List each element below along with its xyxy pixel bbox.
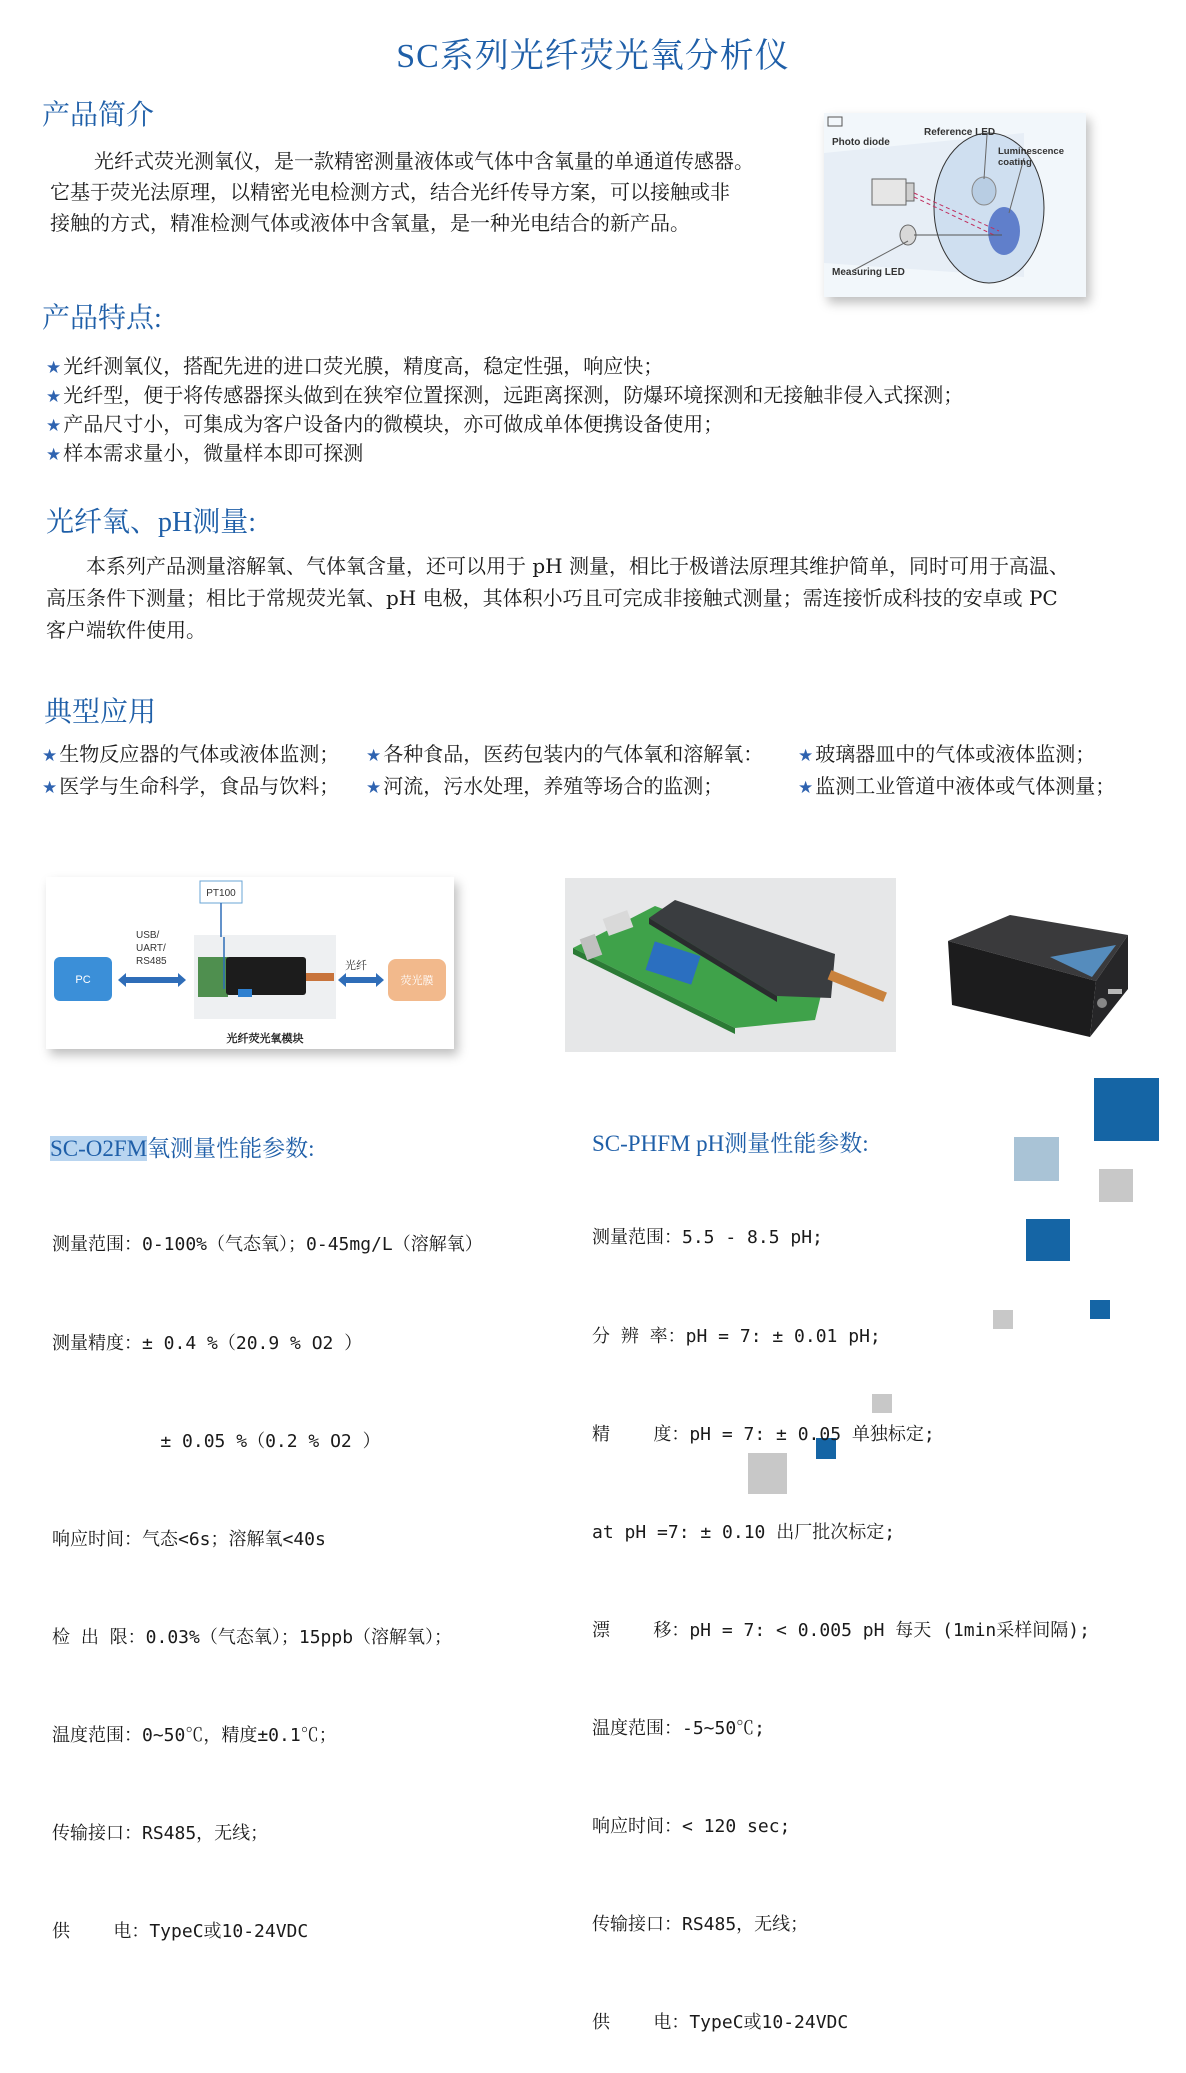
spec-line: 传输接口：RS485，无线；	[52, 1823, 269, 1845]
spec-line: 供 电：TypeC或10-24VDC	[52, 1921, 309, 1943]
list-item: ★ 产品尺寸小，可集成为客户设备内的微模块，亦可做成单体便携设备使用；	[46, 412, 724, 436]
spec-line: 响应时间：气态<6s；溶解氧<40s	[52, 1528, 326, 1550]
star-icon: ★	[46, 387, 62, 407]
applications-heading: 典型应用	[44, 697, 157, 728]
spec-line: 测量精度：± 0.4 %（20.9 % O2 ）	[52, 1332, 363, 1354]
spec-line: 供 电：TypeC或10-24VDC	[592, 2012, 849, 2034]
decor-square	[1094, 1078, 1159, 1141]
intro-line: 光纤式荧光测氧仪，是一款精密测量液体或气体中含氧量的单通道传感器。	[94, 149, 754, 173]
o2-spec-title: SC-O2FM氧测量性能参数:	[50, 1136, 315, 1161]
reference-led-label: Reference LED	[924, 127, 996, 138]
decor-square	[1099, 1169, 1133, 1202]
star-icon: ★	[798, 746, 814, 766]
star-icon: ★	[42, 778, 58, 798]
list-item: ★ 光纤测氧仪，搭配先进的进口荧光膜，精度高，稳定性强，响应快；	[46, 354, 664, 378]
spec-line: 检 出 限：0.03%（气态氧）；15ppb（溶解氧）；	[52, 1626, 453, 1648]
sensor-diagram-svg	[824, 113, 1086, 297]
pcb-module-svg	[565, 878, 896, 1052]
applications-row-1: ★ 玻璃器皿中的气体或液体监测；	[798, 742, 1096, 766]
spec-line: ± 0.05 %（0.2 % O2 ）	[52, 1430, 381, 1452]
star-icon: ★	[42, 746, 58, 766]
ph-line: 客户端软件使用。	[46, 618, 206, 642]
film-label: 荧光膜	[400, 975, 434, 987]
star-icon: ★	[798, 778, 814, 798]
photo-diode-label: Photo diode	[832, 137, 890, 148]
star-icon: ★	[46, 358, 62, 378]
intro-paragraph	[50, 146, 810, 239]
ph-spec-list	[592, 1157, 1090, 2073]
ph-line: 本系列产品测量溶解氧、气体氧含量，还可以用于 pH 测量，相比于极谱法原理其维护简单，同时可用于高温、	[86, 554, 1069, 578]
sensor-principle-diagram	[824, 113, 1086, 297]
o2-spec-list	[52, 1164, 483, 1982]
star-icon: ★	[46, 416, 62, 436]
spec-line: 测量范围：0-100%（气态氧）；0-45mg/L（溶解氧）	[52, 1234, 483, 1256]
module-caption: 光纤荧光氧模块	[226, 1033, 304, 1045]
star-icon: ★	[366, 778, 382, 798]
spec-line: 精 度：pH = 7: ± 0.05 单独标定;	[592, 1423, 935, 1445]
ph-paragraph	[46, 550, 1146, 646]
spec-line: 测量范围：5.5 - 8.5 pH;	[592, 1227, 823, 1249]
enclosure-photo	[940, 905, 1146, 1045]
pc-label: PC	[75, 974, 91, 986]
list-item: ★ 光纤型，便于将传感器探头做到在狭窄位置探测，远距离探测，防爆环境探测和无接触非侵入式探测；	[46, 383, 964, 407]
spec-line: 漂 移：pH = 7: < 0.005 pH 每天 (1min采样间隔);	[592, 1619, 1090, 1641]
usb-label: USB/	[136, 930, 160, 941]
list-item: ★ 样本需求量小，微量样本即可探测	[46, 441, 364, 465]
ph-heading: 光纤氧、pH测量:	[46, 507, 257, 538]
pcb-module-photo	[565, 878, 896, 1052]
o2-model-label: SC-O2FM	[50, 1136, 148, 1161]
spec-line: 响应时间：< 120 sec;	[592, 1816, 791, 1838]
applications-row-2: ★ 医学与生命科学，食品与饮料；	[42, 774, 340, 798]
applications-row-1: ★ 生物反应器的气体或液体监测；	[42, 742, 340, 766]
intro-line: 它基于荧光法原理，以精密光电检测方式，结合光纤传导方案，可以接触或非	[50, 180, 730, 204]
measuring-led-label: Measuring LED	[832, 267, 905, 278]
star-icon: ★	[46, 445, 62, 465]
spec-line: at pH =7: ± 0.10 出厂批次标定;	[592, 1521, 896, 1543]
features-list	[46, 353, 963, 469]
applications-row-1: ★ 各种食品，医药包装内的气体氧和溶解氧：	[366, 742, 764, 766]
page-title: SC系列光纤荧光氧分析仪	[396, 38, 790, 75]
fiber-label: 光纤	[345, 960, 367, 972]
spec-line: 传输接口：RS485，无线；	[592, 1914, 809, 1936]
luminescence-label: Luminescence	[998, 146, 1064, 157]
enclosure-svg	[940, 905, 1146, 1045]
intro-line: 接触的方式，精准检测气体或液体中含氧量，是一种光电结合的新产品。	[50, 211, 690, 235]
applications-row-2: ★ 监测工业管道中液体或气体测量；	[798, 774, 1116, 798]
ph-line: 高压条件下测量；相比于常规荧光氧、pH 电极，其体积小巧且可完成非接触式测量；需连接忻成科技的安卓或 PC	[46, 586, 1058, 610]
applications-row-2: ★ 河流，污水处理，养殖等场合的监测；	[366, 774, 724, 798]
spec-line: 分 辨 率：pH = 7: ± 0.01 pH;	[592, 1325, 881, 1347]
star-icon: ★	[366, 746, 382, 766]
module-block-diagram	[46, 877, 454, 1049]
spec-line: 温度范围：-5~50℃;	[592, 1717, 766, 1739]
spec-line: 温度范围：0~50℃，精度±0.1℃；	[52, 1724, 337, 1746]
rs485-label: RS485	[136, 956, 167, 967]
uart-label: UART/	[136, 943, 166, 954]
features-heading: 产品特点:	[42, 303, 162, 334]
intro-heading: 产品简介	[42, 100, 155, 131]
coating-label: coating	[998, 157, 1032, 168]
ph-spec-title: SC-PHFM pH测量性能参数:	[592, 1131, 869, 1156]
module-diagram-svg	[46, 877, 454, 1049]
pt100-label: PT100	[206, 888, 236, 899]
decor-square	[1090, 1300, 1110, 1319]
